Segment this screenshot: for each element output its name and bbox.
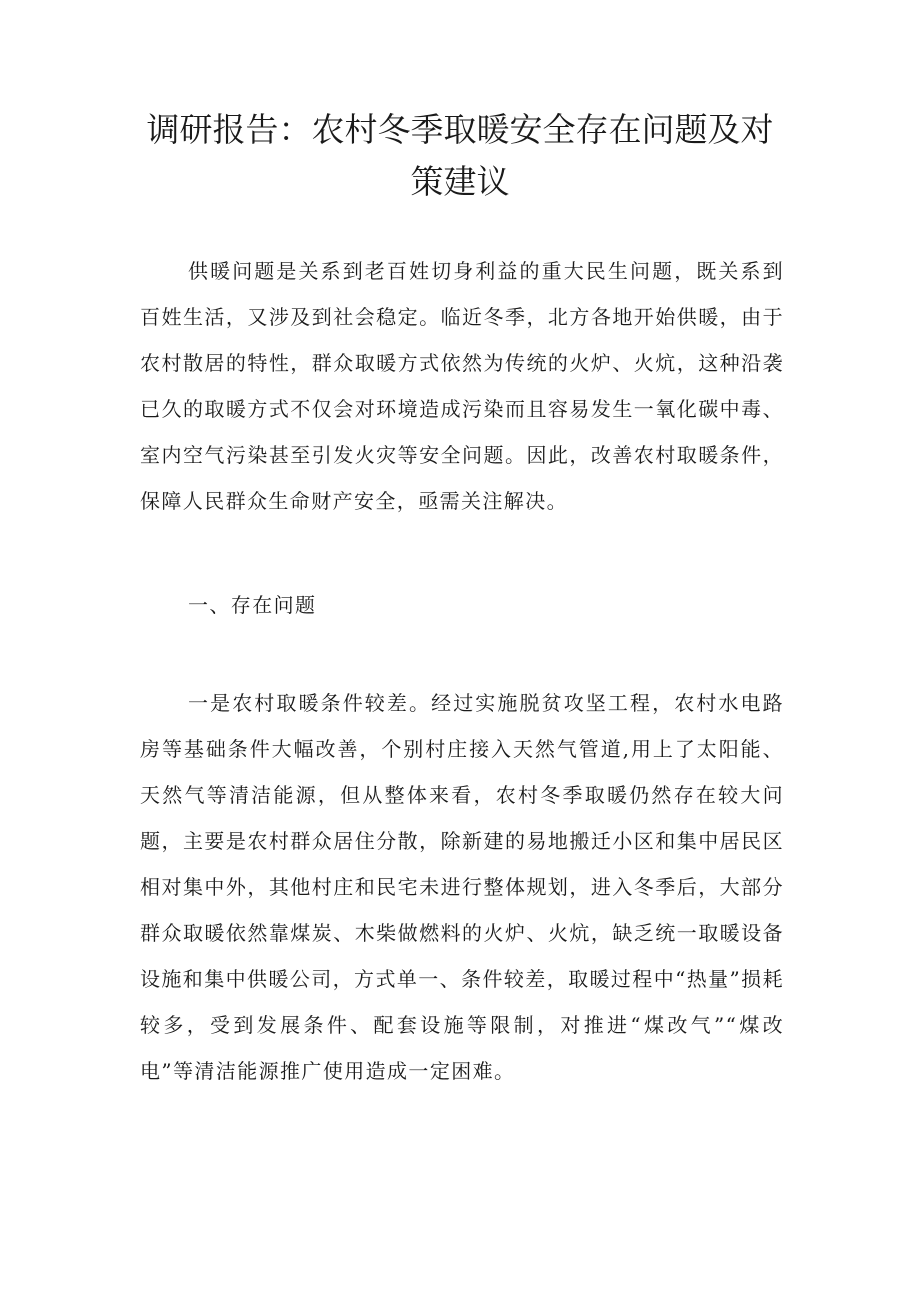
section-paragraph: 一是农村取暖条件较差。经过实施脱贫攻坚工程，农村水电路房等基础条件大幅改善，个别村庄接入天然气管道,用上了太阳能、天然气等清洁能源，但从整体来看，农村冬季取暖仍然存在较大问题，主要是农村群众居住分散，除新建的易地搬迁小区和集中居民区相对集中外，其他村庄和民宅未进行整体规划，进入冬季后，大部分群众取暖依然靠煤炭、木柴做燃料的火炉、火炕，缺乏统一取暖设备设施和集中供暖公司，方式单一、条件较差，取暖过程中“热量”损耗较多，受到发展条件、配套设施等限制，对推进“煤改气”“煤改电”等清洁能源推广使用造成一定困难。 — [140, 691, 784, 1083]
document-title: 调研报告：农村冬季取暖安全存在问题及对策建议 — [146, 110, 774, 201]
section-heading: 一、存在问题 — [188, 593, 317, 617]
intro-paragraph: 供暖问题是关系到老百姓切身利益的重大民生问题，既关系到百姓生活，又涉及到社会稳定。临近冬季，北方各地开始供暖，由于农村散居的特性，群众取暖方式依然为传统的火炉、火炕，这种沿袭已久的取暖方式不仅会对环境造成污染而且容易发生一氧化碳中毒、室内空气污染甚至引发火灾等安全问题。因此，改善农村取暖条件，保障人民群众生命财产安全，亟需关注解决。 — [140, 259, 784, 513]
